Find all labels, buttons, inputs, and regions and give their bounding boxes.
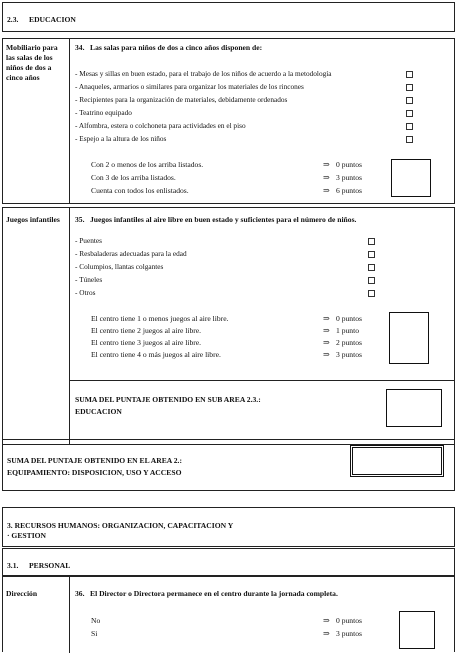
q35-checklist xyxy=(75,234,375,299)
question-34-block xyxy=(2,38,455,204)
score-option: Cuenta con todos los enlistados. ⇒ 6 puntos xyxy=(91,186,362,195)
arrow-icon: ⇒ xyxy=(323,338,330,347)
area-total-box[interactable] xyxy=(350,445,444,477)
q36-number: 36. xyxy=(75,589,85,598)
score-option: El centro tiene 3 juegos al aire libre. ⇒ 2 puntos xyxy=(91,338,362,347)
score-option: Con 3 de los arriba listados. ⇒ 3 puntos xyxy=(91,173,362,182)
question-36-block xyxy=(2,576,455,652)
section-title: EDUCACION xyxy=(29,15,76,24)
arrow-icon: ⇒ xyxy=(323,616,330,625)
section-3-1-title: PERSONAL xyxy=(29,561,71,570)
score-option: Con 2 o menos de los arriba listados. ⇒ 0 puntos xyxy=(91,160,362,169)
q36-category-label: Dirección xyxy=(6,589,38,598)
section-3-title-cont: · GESTION xyxy=(7,531,47,540)
checkbox[interactable] xyxy=(406,136,413,143)
checklist-item: - Espejo a la altura de los niños xyxy=(75,132,413,145)
score-option: El centro tiene 4 o más juegos al aire libre. ⇒ 3 puntos xyxy=(91,350,362,359)
checklist-item: - Puentes xyxy=(75,234,375,247)
checkbox[interactable] xyxy=(406,97,413,104)
q34-number: 34. xyxy=(75,43,85,52)
section-3-1-number: 3.1. xyxy=(7,561,19,570)
section-number: 2.3. xyxy=(7,15,19,24)
section-header-3 xyxy=(2,507,455,547)
q35-title: Juegos infantiles al aire libre en buen estado y suficientes para el número de niños. xyxy=(90,215,357,224)
subarea-sum-name: EDUCACION xyxy=(75,407,122,416)
area-sum-block xyxy=(2,439,455,491)
q34-category-label: Mobiliario para las salas de los niños de dos a cinco años xyxy=(6,43,58,82)
arrow-icon: ⇒ xyxy=(323,173,330,182)
score-entry-box[interactable] xyxy=(389,312,429,364)
section-header-2-3 xyxy=(2,2,455,32)
checkbox[interactable] xyxy=(406,123,413,130)
column-divider xyxy=(69,39,70,203)
arrow-icon: ⇒ xyxy=(323,350,330,359)
subarea-total-box[interactable] xyxy=(386,389,442,427)
checkbox[interactable] xyxy=(368,238,375,245)
arrow-icon: ⇒ xyxy=(323,326,330,335)
arrow-icon: ⇒ xyxy=(323,186,330,195)
checklist-item: - Otros xyxy=(75,286,375,299)
row-divider xyxy=(69,380,455,381)
checkbox[interactable] xyxy=(368,290,375,297)
checklist-item: - Resbaladeras adecuadas para la edad xyxy=(75,247,375,260)
q34-title: Las salas para niños de dos a cinco años disponen de: xyxy=(90,43,263,52)
score-entry-box[interactable] xyxy=(391,159,431,197)
checklist-item: - Alfombra, estera o colchoneta para actividades en el piso xyxy=(75,119,413,132)
score-option: No ⇒ 0 puntos xyxy=(91,616,362,625)
checklist-item: - Mesas y sillas en buen estado, para el trabajo de los niños de acuerdo a la metodología xyxy=(75,67,413,80)
checklist-item: - Anaqueles, armarios o similares para organizar los materiales de los rincones xyxy=(75,80,413,93)
area-sum-name: EQUIPAMIENTO: DISPOSICION, USO Y ACCESO xyxy=(7,468,182,477)
area-sum-label: SUMA DEL PUNTAJE OBTENIDO EN EL AREA 2.: xyxy=(7,456,182,465)
q35-number: 35. xyxy=(75,215,85,224)
arrow-icon: ⇒ xyxy=(323,629,330,638)
checkbox[interactable] xyxy=(406,71,413,78)
checkbox[interactable] xyxy=(368,264,375,271)
column-divider xyxy=(69,577,70,653)
score-entry-box[interactable] xyxy=(399,611,435,649)
arrow-icon: ⇒ xyxy=(323,314,330,323)
q35-category-label: Juegos infantiles xyxy=(6,215,60,224)
checkbox[interactable] xyxy=(406,110,413,117)
checkbox[interactable] xyxy=(406,84,413,91)
checkbox[interactable] xyxy=(368,277,375,284)
section-3-title: 3. RECURSOS HUMANOS: ORGANIZACION, CAPACITACION Y xyxy=(7,521,234,530)
q36-title: El Director o Directora permanece en el centro durante la jornada completa. xyxy=(90,589,338,598)
arrow-icon: ⇒ xyxy=(323,160,330,169)
checklist-item: - Teatrino equipado xyxy=(75,106,413,119)
subarea-sum-label: SUMA DEL PUNTAJE OBTENIDO EN SUB AREA 2.3.: xyxy=(75,395,261,404)
question-35-block xyxy=(2,207,455,445)
checkbox[interactable] xyxy=(368,251,375,258)
checklist-item: - Columpios, llantas colgantes xyxy=(75,260,375,273)
checklist-item: - Recipientes para la organización de materiales, debidamente ordenados xyxy=(75,93,413,106)
q34-checklist xyxy=(75,67,413,145)
score-option: Si ⇒ 3 puntos xyxy=(91,629,362,638)
score-option: El centro tiene 1 o menos juegos al aire libre. ⇒ 0 puntos xyxy=(91,314,362,323)
score-option: El centro tiene 2 juegos al aire libre. ⇒ 1 punto xyxy=(91,326,359,335)
checklist-item: - Túneles xyxy=(75,273,375,286)
section-header-3-1 xyxy=(2,548,455,576)
column-divider xyxy=(69,208,70,444)
form-page xyxy=(2,2,455,652)
